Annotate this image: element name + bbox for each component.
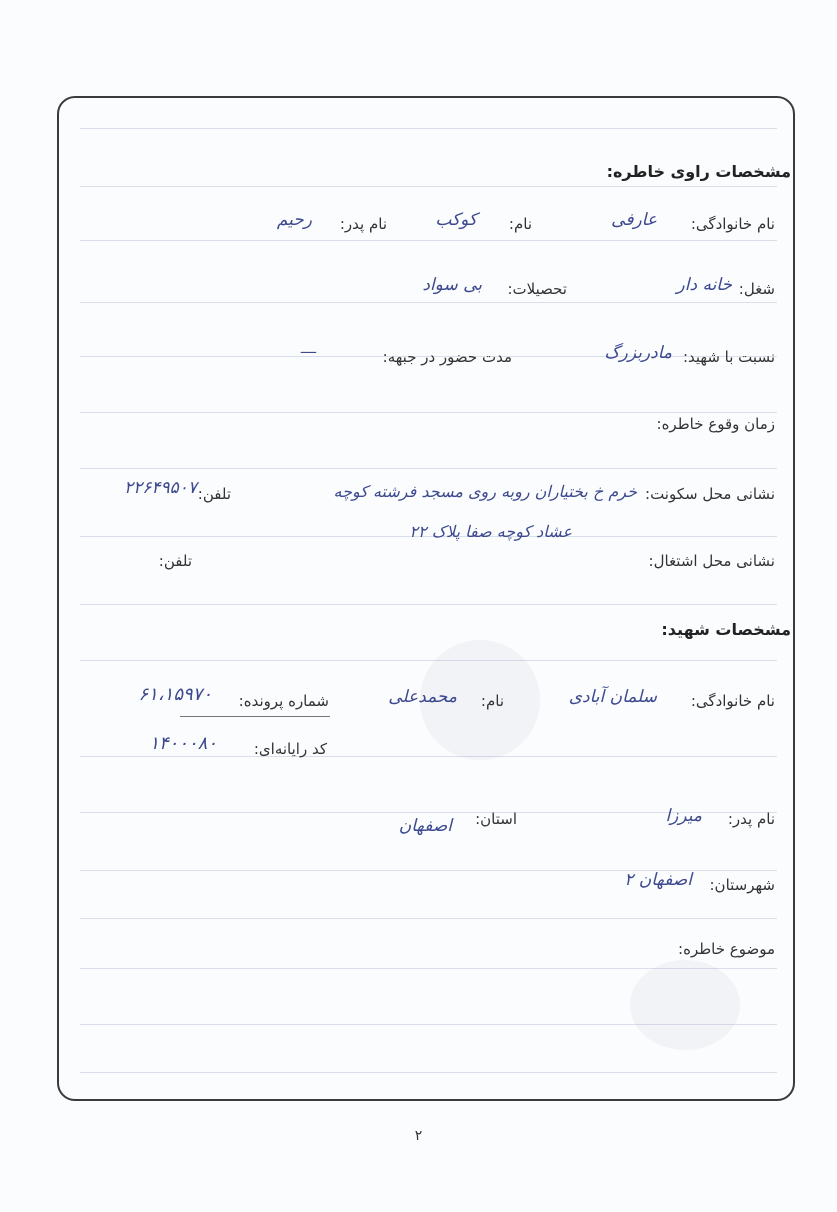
martyr-name-value: محمدعلی	[388, 687, 457, 707]
martyr-heading: مشخصات شهید:	[661, 620, 791, 639]
narrator-name-label: نام:	[508, 215, 532, 233]
narrator-education-label: تحصیلات:	[507, 280, 567, 298]
narrator-time-label: زمان وقوع خاطره:	[656, 415, 775, 433]
narrator-phone-label: تلفن:	[197, 485, 231, 503]
narrator-father-label: نام پدر:	[339, 215, 387, 233]
martyr-family-label: نام خانوادگی:	[690, 692, 775, 710]
martyr-family-value: سلمان آبادی	[568, 687, 657, 707]
martyr-father-label: نام پدر:	[727, 810, 775, 828]
martyr-code-value: ۱۴۰۰۰۸۰	[149, 733, 217, 754]
narrator-name-value: کوکب	[435, 210, 477, 230]
martyr-file-value: ۶۱،۱۵۹۷۰	[138, 684, 212, 705]
martyr-file-label: شماره پرونده:	[238, 692, 329, 710]
narrator-work-phone-label: تلفن:	[158, 552, 192, 570]
narrator-family-label: نام خانوادگی:	[690, 215, 775, 233]
narrator-education-value: بی سواد	[422, 275, 482, 295]
martyr-city-value: اصفهان ۲	[624, 870, 692, 890]
martyr-subject-label: موضوع خاطره:	[678, 940, 775, 958]
narrator-father-value: رحیم	[276, 210, 312, 230]
martyr-city-label: شهرستان:	[709, 876, 775, 894]
martyr-name-label: نام:	[480, 692, 504, 710]
martyr-code-label: کد رایانه‌ای:	[253, 740, 327, 758]
page-number: ۲	[414, 1128, 423, 1144]
martyr-province-value: اصفهان	[398, 816, 452, 836]
narrator-family-value: عارفی	[611, 210, 657, 230]
narrator-relation-label: نسبت با شهید:	[682, 348, 775, 366]
martyr-father-value: میرزا	[665, 806, 702, 826]
narrator-duration-value: —	[300, 342, 317, 362]
narrator-heading: مشخصات راوی خاطره:	[606, 162, 791, 181]
narrator-duration-label: مدت حضور در جبهه:	[382, 348, 512, 366]
narrator-relation-value: مادربزرگ	[604, 343, 672, 363]
narrator-address-label: نشانی محل سکونت:	[645, 485, 775, 503]
narrator-address-line2: عشاد کوچه صفا پلاک ۲۲	[409, 522, 572, 541]
narrator-phone-value: ۲۲۶۴۹۵۰۷	[123, 478, 197, 498]
narrator-work-address-label: نشانی محل اشتغال:	[648, 552, 775, 570]
martyr-province-label: استان:	[475, 810, 517, 828]
narrator-address-line1: خرم خ بختیاران روبه روی مسجد فرشته کوچه	[333, 482, 637, 501]
narrator-job-label: شغل:	[738, 280, 775, 298]
narrator-job-value: خانه دار	[676, 275, 732, 295]
file-number-underline	[180, 716, 330, 717]
